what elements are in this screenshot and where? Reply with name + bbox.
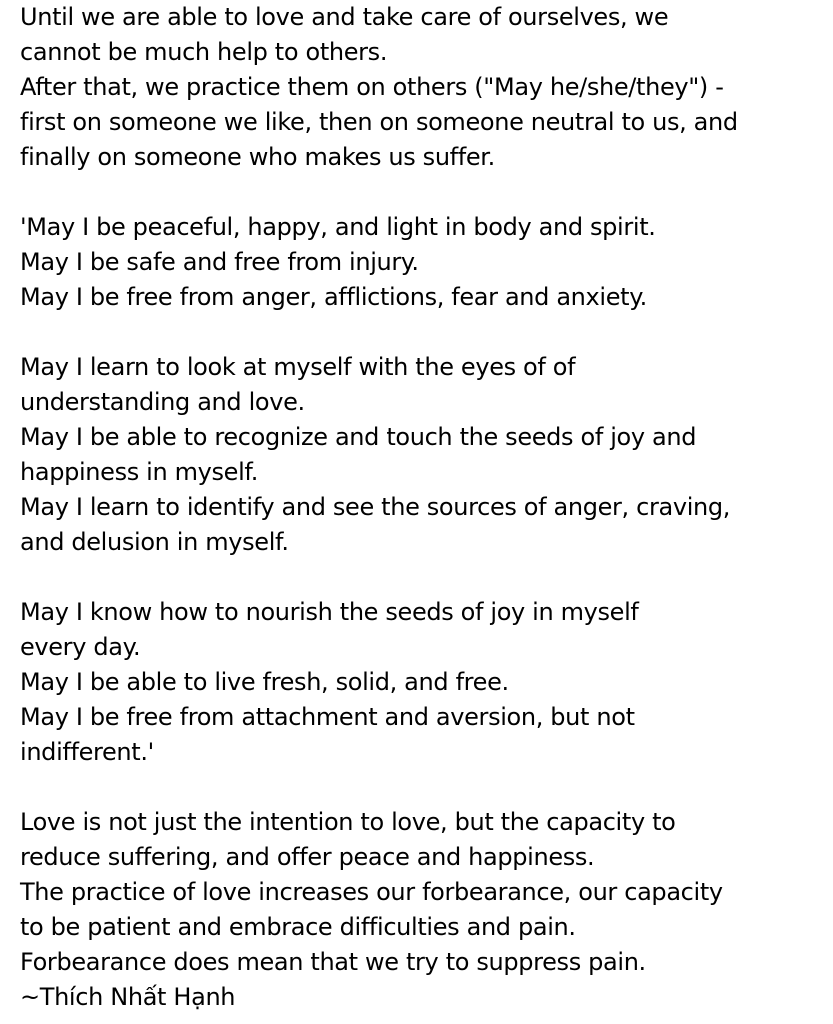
text-line: After that, we practice them on others ("May he/she/they") - <box>20 73 724 101</box>
paragraph-gap <box>20 560 825 595</box>
text-line: May I know how to nourish the seeds of joy in myself <box>20 598 639 626</box>
text-line: every day. <box>20 633 141 661</box>
attribution: ~Thích Nhất Hạnh <box>20 983 236 1011</box>
text-line: understanding and love. <box>20 388 305 416</box>
text-line: May I learn to look at myself with the eyes of of <box>20 353 576 381</box>
paragraph-metta-3 <box>20 595 825 770</box>
text-line: May I be free from anger, afflictions, fear and anxiety. <box>20 283 647 311</box>
quote-text <box>20 0 825 1015</box>
text-line: to be patient and embrace difficulties and pain. <box>20 913 576 941</box>
text-line: indifferent.' <box>20 738 154 766</box>
paragraph-closing <box>20 805 825 1015</box>
text-line: finally on someone who makes us suffer. <box>20 143 495 171</box>
paragraph-gap <box>20 175 825 210</box>
text-line: The practice of love increases our forbearance, our capacity <box>20 878 723 906</box>
text-line: reduce suffering, and offer peace and happiness. <box>20 843 595 871</box>
text-line: first on someone we like, then on someone neutral to us, and <box>20 108 738 136</box>
paragraph-gap <box>20 315 825 350</box>
text-line: happiness in myself. <box>20 458 259 486</box>
text-line: May I be safe and free from injury. <box>20 248 419 276</box>
text-line: Forbearance does mean that we try to suppress pain. <box>20 948 646 976</box>
paragraph-metta-1 <box>20 210 825 315</box>
text-line: May I be able to live fresh, solid, and free. <box>20 668 509 696</box>
text-line: Love is not just the intention to love, but the capacity to <box>20 808 676 836</box>
text-line: May I be able to recognize and touch the seeds of joy and <box>20 423 697 451</box>
text-line: May I be free from attachment and aversion, but not <box>20 703 635 731</box>
paragraph-gap <box>20 770 825 805</box>
text-line: and delusion in myself. <box>20 528 289 556</box>
text-line: 'May I be peaceful, happy, and light in body and spirit. <box>20 213 656 241</box>
paragraph-metta-2 <box>20 350 825 560</box>
paragraph-intro <box>20 0 825 175</box>
text-line: Until we are able to love and take care of ourselves, we <box>20 3 669 31</box>
text-line: cannot be much help to others. <box>20 38 388 66</box>
text-line: May I learn to identify and see the sources of anger, craving, <box>20 493 731 521</box>
